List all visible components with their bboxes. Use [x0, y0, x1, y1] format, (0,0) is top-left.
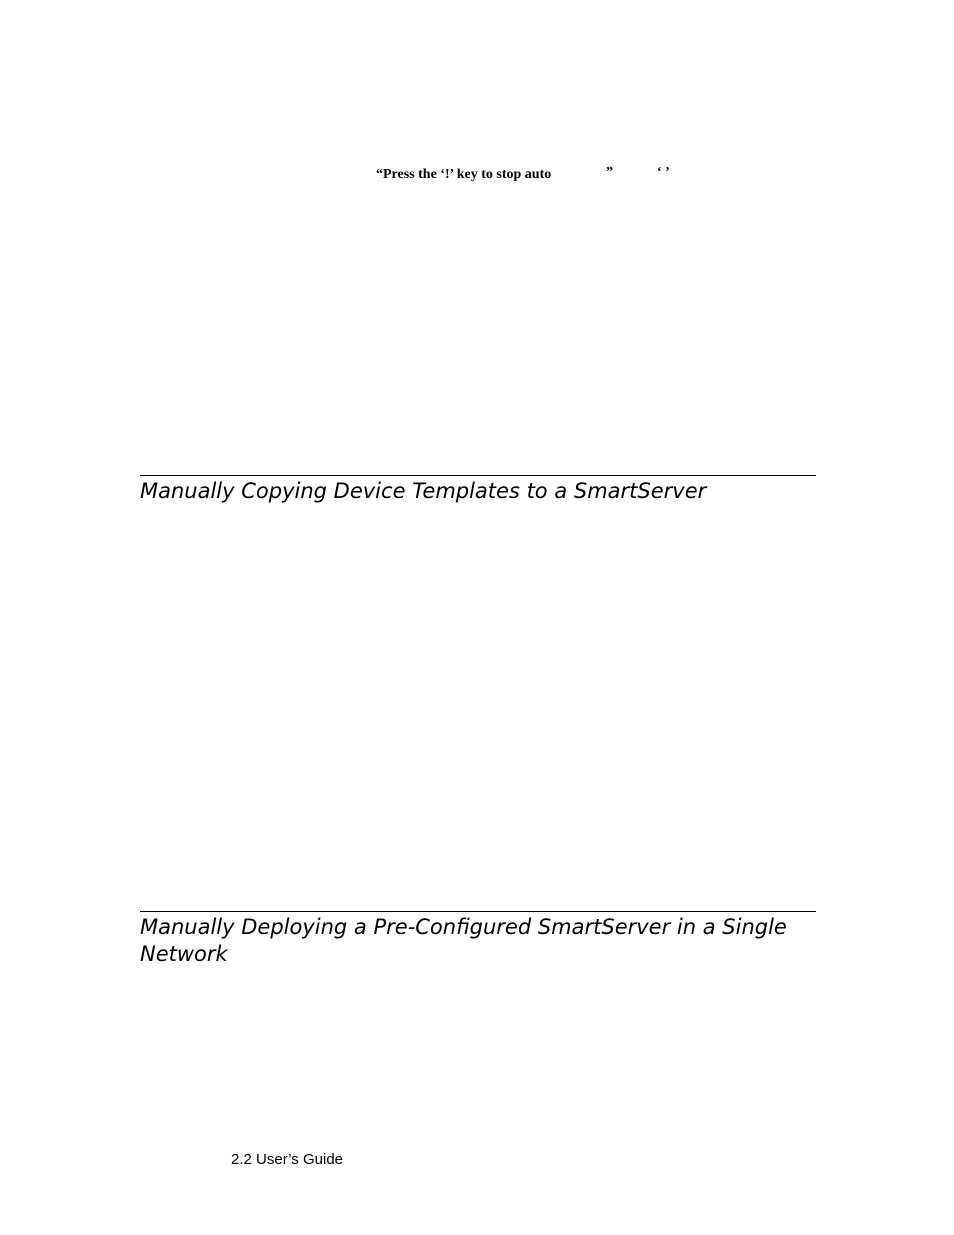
page-footer: 2.2 User’s Guide [231, 1151, 344, 1168]
section-divider [140, 911, 816, 912]
closing-quote-fragment: ” [606, 165, 613, 180]
single-quotes-fragment: ‘ ’ [657, 165, 670, 180]
section-heading-deploying-smartserver: Manually Deploying a Pre-Configured SmartServer in a Single Network [140, 915, 787, 966]
boot-instruction-fragment: “Press the ‘!’ key to stop auto [376, 167, 552, 182]
section-heading-copying-templates: Manually Copying Device Templates to a SmartServer [140, 479, 707, 503]
section-divider [140, 475, 816, 476]
